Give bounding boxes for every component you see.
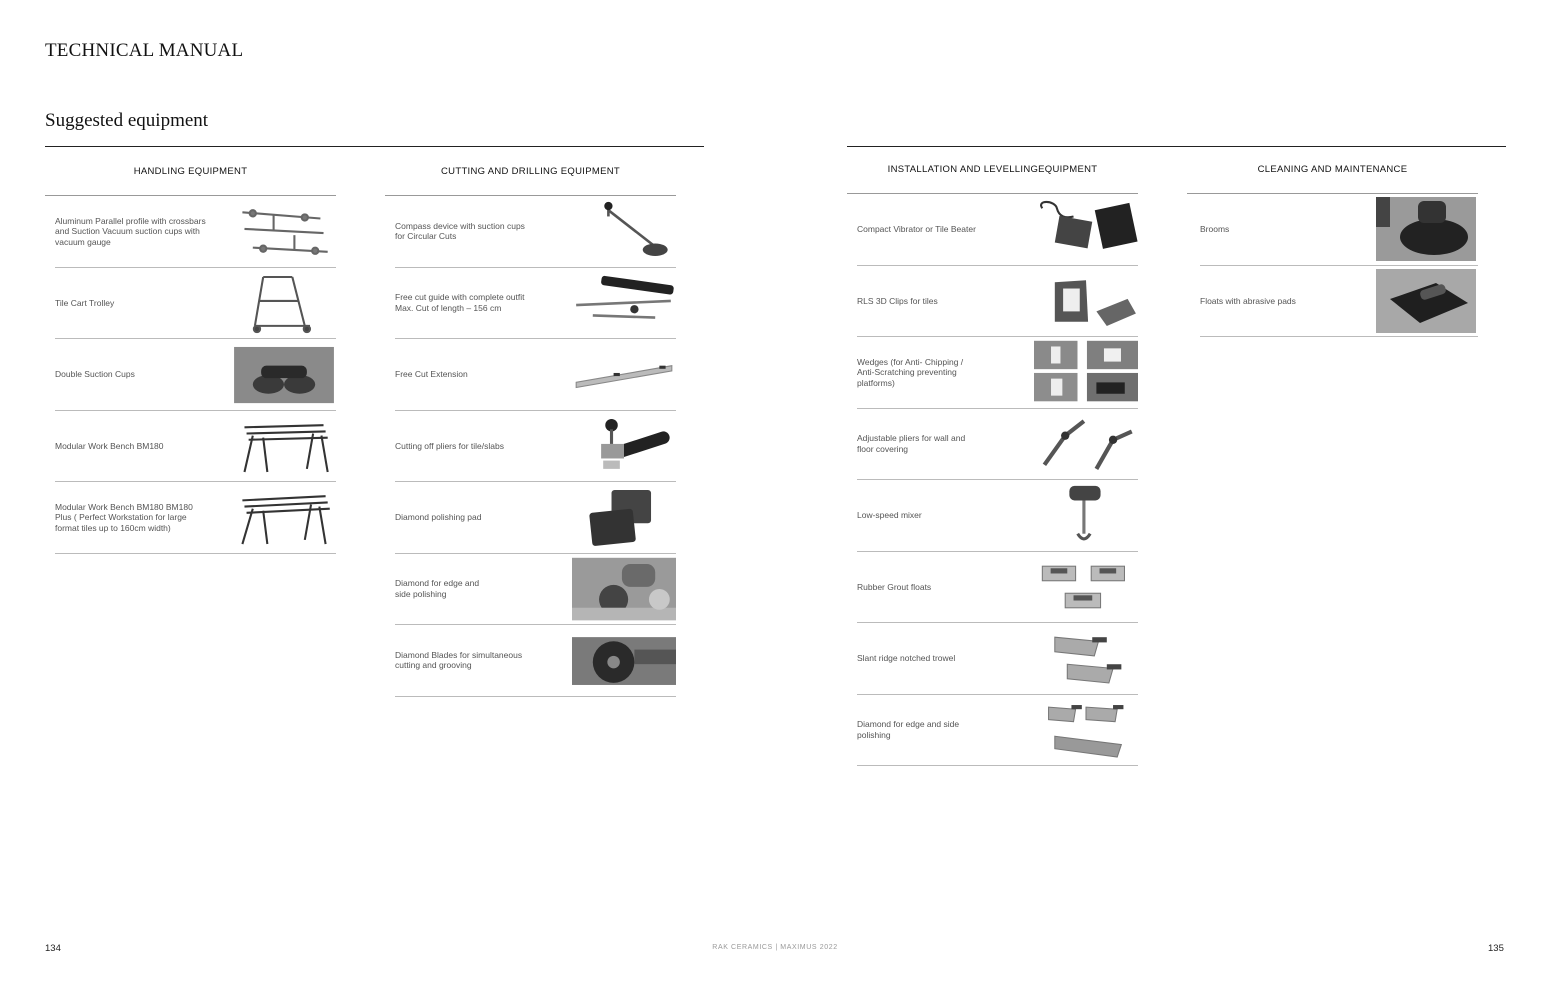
item-label: RLS 3D Clips for tiles bbox=[857, 295, 938, 306]
list-item bbox=[395, 339, 676, 411]
free-cut-guide-icon bbox=[572, 271, 676, 335]
item-label: Wedges (for Anti- Chipping / Anti-Scratching preventing platforms) bbox=[857, 356, 964, 388]
list-item bbox=[395, 196, 676, 268]
item-label: Floats with abrasive pads bbox=[1200, 295, 1296, 306]
wedges-photo bbox=[1034, 340, 1138, 404]
abrasive-float-photo bbox=[1374, 269, 1478, 333]
top-rule-left bbox=[45, 146, 704, 147]
trowels-icon bbox=[1034, 698, 1138, 762]
grout-floats-icon bbox=[1034, 555, 1138, 619]
item-label: Diamond for edge and side polishing bbox=[395, 578, 480, 599]
list-item bbox=[857, 552, 1138, 624]
adjustable-pliers-icon bbox=[1034, 412, 1138, 476]
list-item bbox=[857, 480, 1138, 552]
tile-cart-trolley-icon bbox=[232, 271, 336, 335]
list-item bbox=[55, 482, 336, 554]
list-item bbox=[395, 268, 676, 340]
notched-trowel-icon bbox=[1034, 626, 1138, 690]
list-item bbox=[1200, 194, 1478, 266]
manual-title: TECHNICAL MANUAL bbox=[45, 40, 244, 61]
mixer-icon bbox=[1034, 483, 1138, 547]
vibrator-icon bbox=[1034, 197, 1138, 261]
list-item bbox=[55, 196, 336, 268]
cutting-pliers-icon bbox=[572, 414, 676, 478]
item-label: Compass device with suction cups for Circular Cuts bbox=[395, 220, 525, 242]
item-label: Modular Work Bench BM180 bbox=[55, 440, 164, 451]
compass-device-icon bbox=[572, 199, 676, 263]
list-item bbox=[857, 194, 1138, 266]
work-bench-icon bbox=[232, 414, 336, 478]
item-label: Diamond Blades for simultaneous cutting and grooving bbox=[395, 649, 523, 671]
item-label: Slant ridge notched trowel bbox=[857, 653, 956, 663]
column-handling-equipment bbox=[45, 148, 336, 554]
list-item bbox=[395, 411, 676, 483]
list-item bbox=[857, 409, 1138, 481]
parallel-profile-icon bbox=[232, 199, 336, 263]
polishing-pad-icon bbox=[572, 485, 676, 549]
item-label: Rubber Grout floats bbox=[857, 581, 932, 592]
page-number-left: 134 bbox=[45, 943, 61, 954]
footer-brand: RAK CERAMICS | MAXIMUS 2022 bbox=[712, 944, 838, 951]
list-item bbox=[857, 266, 1138, 338]
item-label: Aluminum Parallel profile with crossbars and Suction Vacuum suction cups with vacuum gauge bbox=[55, 215, 206, 247]
item-label: Low-speed mixer bbox=[857, 510, 922, 520]
column-title: CUTTING AND DRILLING EQUIPMENT bbox=[385, 148, 676, 196]
item-label: Adjustable pliers for wall and floor covering bbox=[857, 433, 966, 454]
list-item bbox=[1200, 266, 1478, 338]
list-item bbox=[395, 625, 676, 697]
diamond-blade-photo bbox=[572, 628, 676, 692]
column-title: CLEANING AND MAINTENANCE bbox=[1187, 146, 1478, 194]
item-label: Diamond for edge and side polishing bbox=[857, 719, 960, 740]
item-label: Double Suction Cups bbox=[55, 369, 135, 379]
column-title: INSTALLATION AND LEVELLINGEQUIPMENT bbox=[847, 146, 1138, 194]
edge-polishing-photo bbox=[572, 557, 676, 621]
list-item bbox=[857, 695, 1138, 767]
item-label: Free cut guide with complete outfit Max. Cut of length – 156 cm bbox=[395, 292, 525, 313]
double-suction-cups-photo bbox=[232, 342, 336, 406]
list-item bbox=[395, 554, 676, 626]
work-bench-plus-icon bbox=[232, 485, 336, 549]
section-title: Suggested equipment bbox=[45, 110, 209, 131]
free-cut-extension-icon bbox=[572, 342, 676, 406]
list-item bbox=[55, 339, 336, 411]
list-item bbox=[857, 623, 1138, 695]
list-item bbox=[55, 411, 336, 483]
column-cleaning-maintenance bbox=[1187, 146, 1478, 337]
column-title: HANDLING EQUIPMENT bbox=[45, 148, 336, 196]
page-number-right: 135 bbox=[1488, 943, 1504, 954]
item-label: Cutting off pliers for tile/slabs bbox=[395, 440, 504, 451]
item-label: Diamond polishing pad bbox=[395, 512, 482, 522]
list-item bbox=[857, 337, 1138, 409]
item-label: Compact Vibrator or Tile Beater bbox=[857, 224, 976, 234]
list-item bbox=[395, 482, 676, 554]
item-label: Modular Work Bench BM180 BM180 Plus ( Perfect Workstation for large format tiles up to 160cm width) bbox=[55, 501, 193, 533]
column-cutting-drilling bbox=[385, 148, 676, 697]
list-item bbox=[55, 268, 336, 340]
broom-photo bbox=[1374, 197, 1478, 261]
item-label: Tile Cart Trolley bbox=[55, 297, 115, 308]
item-label: Brooms bbox=[1200, 224, 1230, 234]
clips-icon bbox=[1034, 269, 1138, 333]
column-installation-levelling bbox=[847, 146, 1138, 766]
item-label: Free Cut Extension bbox=[395, 369, 468, 379]
